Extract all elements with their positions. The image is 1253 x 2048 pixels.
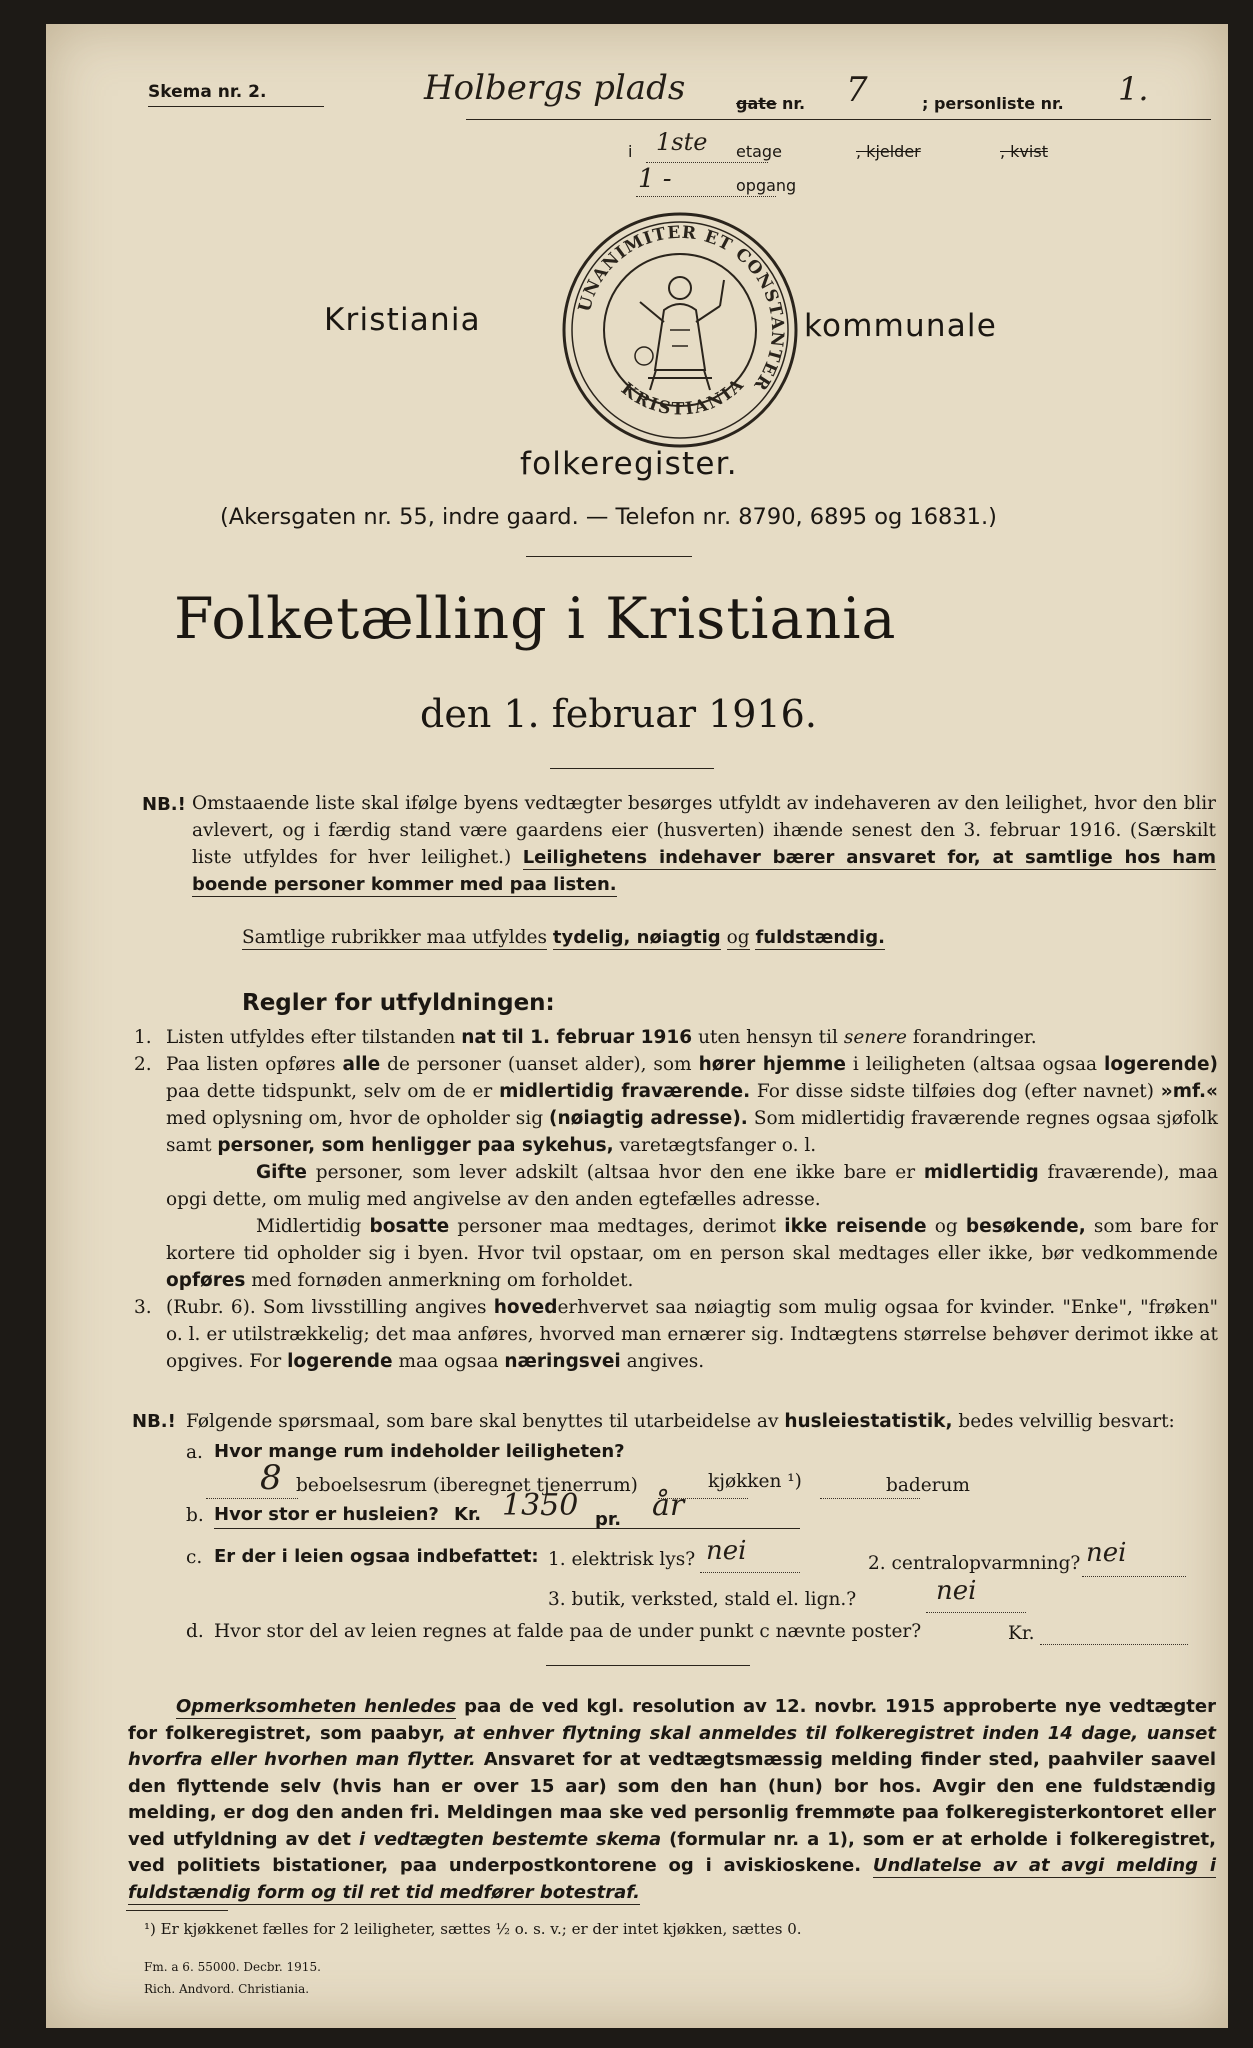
skema-number: Skema nr. 2. (148, 82, 267, 102)
rule2-p2c: midlertidig (923, 1162, 1039, 1183)
census-date: den 1. februar 1916. (420, 692, 817, 736)
skema-underline (148, 106, 324, 107)
registry-address: (Akersgaten nr. 55, indre gaard. — Telefon nr. 8790, 6895 og 16831.) (220, 504, 997, 530)
notice-lead: Opmerksomheten henledes (176, 1696, 457, 1717)
date-divider (550, 768, 714, 769)
address-line (466, 119, 1211, 120)
rule1-b: nat til 1. februar 1916 (461, 1027, 693, 1048)
electric-dotline (700, 1572, 800, 1573)
imprint-line1: Fm. a 6. 55000. Decbr. 1915. (144, 1960, 321, 1974)
rent-underline (214, 1528, 800, 1529)
rent-kr-label: Kr. (454, 1504, 482, 1525)
notice-t3: Ansvaret for at vedtægtsmæssig melding finder sted, paahviler saavel den flyttende selv (hvis han er over 15 aar) som den han (hun) bor hos. Avgir den ene fuldstændig melding, er dog den anden fri. Meldingen maa ske ved personlig fremmøte paa folkeregisterkontoret eller ved utfyldning av det (128, 1749, 1216, 1850)
rule1-d: senere (843, 1027, 907, 1048)
rule2-p1e: i leiligheten (altsaa ogsaa (852, 1054, 1098, 1075)
nb1-line3-a: Samtlige rubrikker maa utfyldes (242, 927, 547, 948)
nb1-line3-d: fuldstændig. (755, 927, 885, 948)
q-a-question: Hvor mange rum indeholder leiligheten? (214, 1441, 625, 1462)
rule2-p3h: opføres (166, 1270, 246, 1291)
moving-notice (128, 1694, 1216, 1906)
shop-value: nei (936, 1576, 977, 1606)
shop-dotline (926, 1612, 1026, 1613)
floor-value: 1ste (656, 128, 708, 156)
rule2-p3e: og (934, 1216, 958, 1237)
house-number-value: 7 (846, 70, 868, 110)
rule2-p3a: Midlertidig (256, 1216, 362, 1237)
entrance-dotline (636, 196, 776, 197)
svg-text:KRISTIANIA (617, 374, 749, 420)
q-d-dotline (1040, 1644, 1188, 1645)
rule2-p3i: med fornøden anmerkning om forholdet. (251, 1270, 634, 1291)
notice-t6: Undlatelse av at avgi melding i fuldstændig form og til ret tid medfører botestraf. (128, 1855, 1216, 1903)
rule2-p1j: »mf.« (1160, 1081, 1219, 1102)
rule2-p1c: de personer (uanset alder), som (387, 1054, 692, 1075)
rule2-p2a: Gifte (256, 1162, 307, 1183)
notice-t5: (formular nr. a 1), som er at erholde i folkeregistret, ved politiets bistationer, paa underpostkontorene og i aviskioskene. (128, 1828, 1216, 1876)
house-number-label: nr. (782, 94, 806, 113)
floor-label: etage (736, 142, 782, 161)
nb1-line3-c: og (726, 927, 750, 948)
rule2-p1n: personer, som henligger paa sykehus, (217, 1135, 614, 1156)
street-name-handwritten: Holbergs plads (424, 68, 686, 108)
rule2-p1b: alle (342, 1054, 381, 1075)
rule2-p1g: paa dette tidspunkt, selv om de er (166, 1081, 493, 1102)
shop-label: 3. butik, verksted, stald el. lign.? (548, 1589, 857, 1610)
rule2-para3 (166, 1213, 1218, 1294)
q-c-question: Er der i leien ogsaa indbefattet: (214, 1546, 539, 1567)
rule3-f: næringsvei (504, 1351, 621, 1372)
rule2-p1a: Paa listen opføres (166, 1054, 336, 1075)
nb1-label: NB.! (142, 794, 186, 815)
electric-value: nei (706, 1536, 747, 1566)
rule3-a: (Rubr. 6). Som livsstilling angives (166, 1297, 487, 1318)
nb2-label: NB.! (132, 1411, 176, 1432)
heating-label: 2. centralopvarmning? (868, 1553, 1081, 1574)
rule2-p1i: For disse sidste tilføies dog (efter navnet) (756, 1081, 1154, 1102)
rule1-text (166, 1024, 1216, 1051)
rule1-e: forandringer. (912, 1027, 1037, 1048)
notice-t1: paa de ved kgl. resolution av 12. novbr. 1915 approberte nye vedtægter for folkeregistret, som paabyr, (128, 1696, 1216, 1744)
rule2-p1k: med oplysning om, hvor de opholder sig (166, 1108, 544, 1129)
notice-t2: at enhver flytning skal anmeldes til folkeregistret inden 14 dage, uanset hvorfra eller hvorhen man flytter. (128, 1722, 1216, 1770)
nb1-plain-text: Omstaaende liste skal ifølge byens vedtægter besørges utfyldt av indehaveren av den leilighet, hvor den blir avlevert, og i færdig stand være gaardens eier (husverten) ihænde senest den 3. februar 1916. (Særskilt liste utfyldes for hver leilighet.) (192, 793, 1216, 868)
rule3-e: maa ogsaa (398, 1351, 499, 1372)
rule2-p3g: som bare for kortere tid opholder sig i byen. Hvor tvil opstaar, om en person skal medtages eller ikke, bør vedkommende (166, 1216, 1218, 1264)
kristiania-label: Kristiania (324, 302, 481, 338)
rule1-a: Listen utfyldes efter tilstanden (166, 1027, 456, 1048)
kommunale-label: kommunale (804, 308, 997, 344)
floor-dotline (646, 162, 768, 163)
rule2-p1m: Som midlertidig fraværende regnes ogsaa sjøfolk samt (166, 1108, 1218, 1156)
rule2-p2b: personer, som lever adskilt (altsaa hvor den ene ikke bare er (315, 1162, 916, 1183)
nb2-intro-a: Følgende spørsmaal, som bare skal benyttes til utarbeidelse av (186, 1411, 779, 1432)
footnote-rule (126, 1910, 228, 1911)
entrance-label: opgang (736, 176, 797, 195)
entrance-value: 1 - (638, 164, 672, 194)
personliste-value: 1. (1118, 70, 1149, 108)
main-title: Folketælling i Kristiania (174, 586, 897, 652)
nb1-line3-b: tydelig, nøiagtig (552, 927, 721, 948)
i-label: i (628, 142, 633, 161)
rule2-p1l: (nøiagtig adresse). (549, 1108, 748, 1129)
rent-per-label: pr. (595, 1509, 622, 1530)
rule2-p3b: bosatte (369, 1216, 450, 1237)
notice-t4: i vedtægten bestemte skema (358, 1828, 662, 1850)
rule2-p1d: hører hjemme (698, 1054, 846, 1075)
rule2-p2d: fraværende), maa opgi dette, om mulig med angivelse av den anden egtefælles adresse. (166, 1162, 1218, 1210)
rule3-b: hoved (493, 1297, 558, 1318)
kristiania-city-seal (560, 210, 800, 450)
imprint-line2: Rich. Andvord. Christiania. (144, 1982, 310, 1996)
nb2-intro-c: bedes velvillig besvart: (958, 1411, 1175, 1432)
kitchen-label: kjøkken ¹) (708, 1471, 802, 1492)
rule2-p1o: varetægtsfanger o. l. (619, 1135, 817, 1156)
personliste-label: ; personliste nr. (922, 94, 1064, 113)
q-b-question: Hvor stor er husleien? (214, 1504, 439, 1525)
rent-value: 1350 (502, 1488, 579, 1523)
bath-label: baderum (886, 1475, 970, 1496)
kjelder-struck-label: , kjelder (856, 142, 921, 161)
nb1-paragraph (192, 790, 1216, 898)
gate-struck-label: gate (736, 94, 777, 113)
rule2-number: 2. (134, 1054, 152, 1075)
q-d-letter: d. (186, 1621, 204, 1642)
rules-heading: Regler for utfyldningen: (242, 990, 555, 1016)
folkeregister-label: folkeregister. (520, 446, 738, 482)
rule3-text (166, 1294, 1218, 1375)
heating-value: nei (1086, 1538, 1127, 1568)
nb1-bold-text: Leilighetens indehaver bærer ansvaret for, at samtlige hos ham boende personer kommer med paa listen. (192, 847, 1216, 895)
q-c-letter: c. (186, 1547, 203, 1568)
rule1-c: uten hensyn til (698, 1027, 838, 1048)
notice-divider (546, 1665, 750, 1666)
census-form-sheet (46, 24, 1228, 2028)
title-divider (526, 556, 692, 557)
footnote: ¹) Er kjøkkenet fælles for 2 leiligheter, sættes ½ o. s. v.; er der intet kjøkken, sættes 0. (144, 1920, 802, 1938)
rule2-p1f: logerende) (1104, 1054, 1218, 1075)
rule3-g: angives. (626, 1351, 705, 1372)
q-d-kr: Kr. (1008, 1623, 1035, 1644)
seal-bottom-text: KRISTIANIA (617, 373, 749, 420)
rule2-para1 (166, 1051, 1218, 1159)
rooms-value: 8 (260, 1458, 282, 1498)
rule1-number: 1. (134, 1027, 152, 1048)
electric-label: 1. elektrisk lys? (548, 1549, 696, 1570)
kvist-struck-label: , kvist (1000, 142, 1048, 161)
q-b-letter: b. (186, 1505, 204, 1526)
rule2-p3d: ikke reisende (784, 1216, 927, 1237)
nb2-intro-b: husleiestatistik, (784, 1411, 953, 1432)
rule2-p3c: personer maa medtages, derimot (457, 1216, 777, 1237)
rule3-d: logerende (287, 1351, 393, 1372)
rule3-c: erhvervet saa nøiagtig som mulig ogsaa for kvinder. "Enke", "frøken" o. l. er utilstrækkelig; det maa anføres, hvorved man ernærer sig. Indtægtens størrelse behøver derimot ikke at opgives. For (166, 1297, 1218, 1372)
seal-graphic (560, 210, 800, 450)
seal-ring-text: UNANIMITER ET CONSTANTER (574, 222, 788, 395)
rule2-para2 (166, 1159, 1218, 1213)
q-a-letter: a. (186, 1442, 203, 1463)
rule2-p1h: midlertidig fraværende. (499, 1081, 751, 1102)
heating-dotline (1082, 1576, 1186, 1577)
nb2-intro (186, 1408, 1216, 1435)
rent-period-value: år (652, 1488, 685, 1523)
rule3-number: 3. (134, 1297, 152, 1318)
rooms-dotline (206, 1498, 298, 1499)
rooms-label: beboelsesrum (iberegnet tjenerrum) (296, 1475, 638, 1496)
rule2-p3f: besøkende, (965, 1216, 1086, 1237)
nb1-line3 (242, 924, 885, 951)
q-d-question: Hvor stor del av leien regnes at falde paa de under punkt c nævnte poster? (214, 1621, 922, 1642)
